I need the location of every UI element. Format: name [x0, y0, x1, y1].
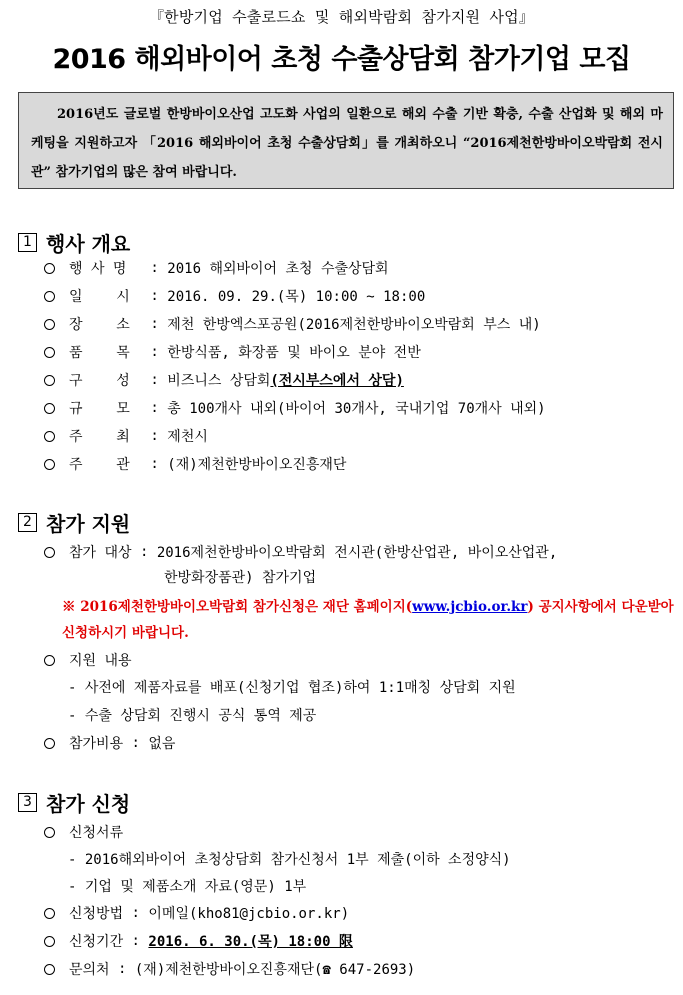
item-label: 주 관 [69, 457, 130, 473]
circle-bullet-icon [44, 291, 55, 302]
list-item: 구 성 : 비즈니스 상담회 (전시부스에서 상담) [44, 370, 404, 390]
item-value: 비즈니스 상담회 [167, 373, 271, 389]
method-label: 신청방법 [69, 906, 124, 922]
item-value: 총 100개사 내외(바이어 30개사, 국내기업 70개사 내외) [167, 401, 546, 417]
item-label: 일 시 [69, 289, 130, 305]
method-value: 이메일(kho81@jcbio.or.kr) [148, 906, 350, 922]
section-2-heading [18, 508, 130, 537]
target-label: 참가 대상 [69, 545, 132, 561]
section-2-title: 참가 지원 [46, 512, 131, 536]
list-item-fee: 참가비용 : 없음 [44, 733, 175, 753]
section-1-heading [18, 228, 130, 257]
notice-text [62, 594, 674, 646]
item-label: 행 사 명 [69, 261, 127, 277]
intro-text: 2016년도 글로벌 한방바이오산업 고도화 사업의 일환으로 해외 수출 기반 확충, 수출 산업화 및 해외 마케팅을 지원하고자 「2016 해외바이어 초청 수출상담회」를 개최하오니 “2016제천한방바이오박람회 전시관” 참가기업의 많은 참여 바랍니다. [31, 107, 663, 180]
list-item: 행 사 명 : 2016 해외바이어 초청 수출상담회 [44, 258, 389, 278]
section-3-number: 3 [18, 793, 37, 812]
notice-prefix: ※ 2016제천한방바이오박람회 참가신청은 재단 홈페이지( [62, 599, 413, 615]
circle-bullet-icon [44, 403, 55, 414]
list-item: 주 최 : 제천시 [44, 426, 208, 446]
item-label: 장 소 [69, 317, 130, 333]
docs-label: 신청서류 [69, 825, 124, 841]
notice-suffix: ) 공지사항에서 다운받아 신청하시기 바랍니다. [62, 599, 674, 641]
list-item: 규 모 : 총 100개사 내외(바이어 30개사, 국내기업 70개사 내외) [44, 398, 546, 418]
item-value: 제천시 [167, 429, 208, 445]
fee-label: 참가비용 [69, 736, 124, 752]
list-item-method: 신청방법 : 이메일(kho81@jcbio.or.kr) [44, 903, 349, 923]
section-3-title: 참가 신청 [46, 792, 131, 816]
item-value: 한방식품, 화장품 및 바이오 분야 전반 [167, 345, 421, 361]
target-line1: 2016제천한방바이오박람회 전시관(한방산업관, 바이오산업관, [156, 545, 558, 561]
item-value: 2016 해외바이어 초청 수출상담회 [167, 261, 389, 277]
contact-label: 문의처 [69, 962, 110, 978]
contact-value: (재)제천한방바이오진흥재단(☎ 647-2693) [134, 962, 416, 978]
section-2-number: 2 [18, 513, 37, 532]
circle-bullet-icon [44, 908, 55, 919]
period-value: 2016. 6. 30.(목) 18:00 限 [148, 934, 353, 950]
document-title: 2016 해외바이어 초청 수출상담회 참가기업 모집 [52, 44, 631, 75]
list-item: 장 소 : 제천 한방엑스포공원(2016제천한방바이오박람회 부스 내) [44, 314, 541, 334]
circle-bullet-icon [44, 936, 55, 947]
list-item-period: 신청기간 : 2016. 6. 30.(목) 18:00 限 [44, 931, 353, 951]
list-item-support [44, 650, 132, 670]
circle-bullet-icon [44, 738, 55, 749]
list-item: 품 목 : 한방식품, 화장품 및 바이오 분야 전반 [44, 342, 421, 362]
list-item: 주 관 : (재)제천한방바이오진흥재단 [44, 454, 346, 474]
circle-bullet-icon [44, 547, 55, 558]
circle-bullet-icon [44, 263, 55, 274]
circle-bullet-icon [44, 319, 55, 330]
item-value: 제천 한방엑스포공원(2016제천한방바이오박람회 부스 내) [167, 317, 541, 333]
section-1-title: 행사 개요 [46, 232, 131, 256]
docs-item: - 2016해외바이어 초청상담회 참가신청서 1부 제출(이하 소정양식) [68, 852, 511, 868]
docs-item: - 기업 및 제품소개 자료(영문) 1부 [68, 879, 307, 895]
list-item-target: 참가 대상 : 2016제천한방바이오박람회 전시관(한방산업관, 바이오산업관, [44, 542, 557, 562]
item-label: 규 모 [69, 401, 130, 417]
section-1-number: 1 [18, 233, 37, 252]
fee-value: 없음 [148, 736, 176, 752]
period-label: 신청기간 [69, 934, 124, 950]
list-item-docs [44, 822, 123, 842]
support-item: - 사전에 제품자료를 배포(신청기업 협조)하여 1:1매칭 상담회 지원 [68, 680, 516, 696]
circle-bullet-icon [44, 964, 55, 975]
circle-bullet-icon [44, 347, 55, 358]
homepage-link[interactable]: www.jcbio.or.kr [412, 599, 528, 615]
circle-bullet-icon [44, 431, 55, 442]
item-value: 2016. 09. 29.(목) 10:00 ~ 18:00 [167, 289, 426, 305]
circle-bullet-icon [44, 459, 55, 470]
list-item: 일 시 : 2016. 09. 29.(목) 10:00 ~ 18:00 [44, 286, 425, 306]
circle-bullet-icon [44, 827, 55, 838]
section-3-heading [18, 788, 130, 817]
item-label: 품 목 [69, 345, 130, 361]
item-label: 주 최 [69, 429, 130, 445]
list-item-contact: 문의처 : (재)제천한방바이오진흥재단(☎ 647-2693) [44, 959, 415, 979]
circle-bullet-icon [44, 655, 55, 666]
support-label: 지원 내용 [69, 653, 132, 669]
intro-box [18, 92, 674, 189]
target-line2: 한방화장품관) 참가기업 [164, 570, 317, 586]
document-subtitle: 『한방기업 수출로드쇼 및 해외박람회 참가지원 사업』 [148, 8, 535, 26]
support-item: - 수출 상담회 진행시 공식 통역 제공 [68, 708, 317, 724]
circle-bullet-icon [44, 375, 55, 386]
item-label: 구 성 [69, 373, 130, 389]
item-value: (재)제천한방바이오진흥재단 [167, 457, 347, 473]
item-value-emphasis: (전시부스에서 상담) [270, 373, 404, 389]
